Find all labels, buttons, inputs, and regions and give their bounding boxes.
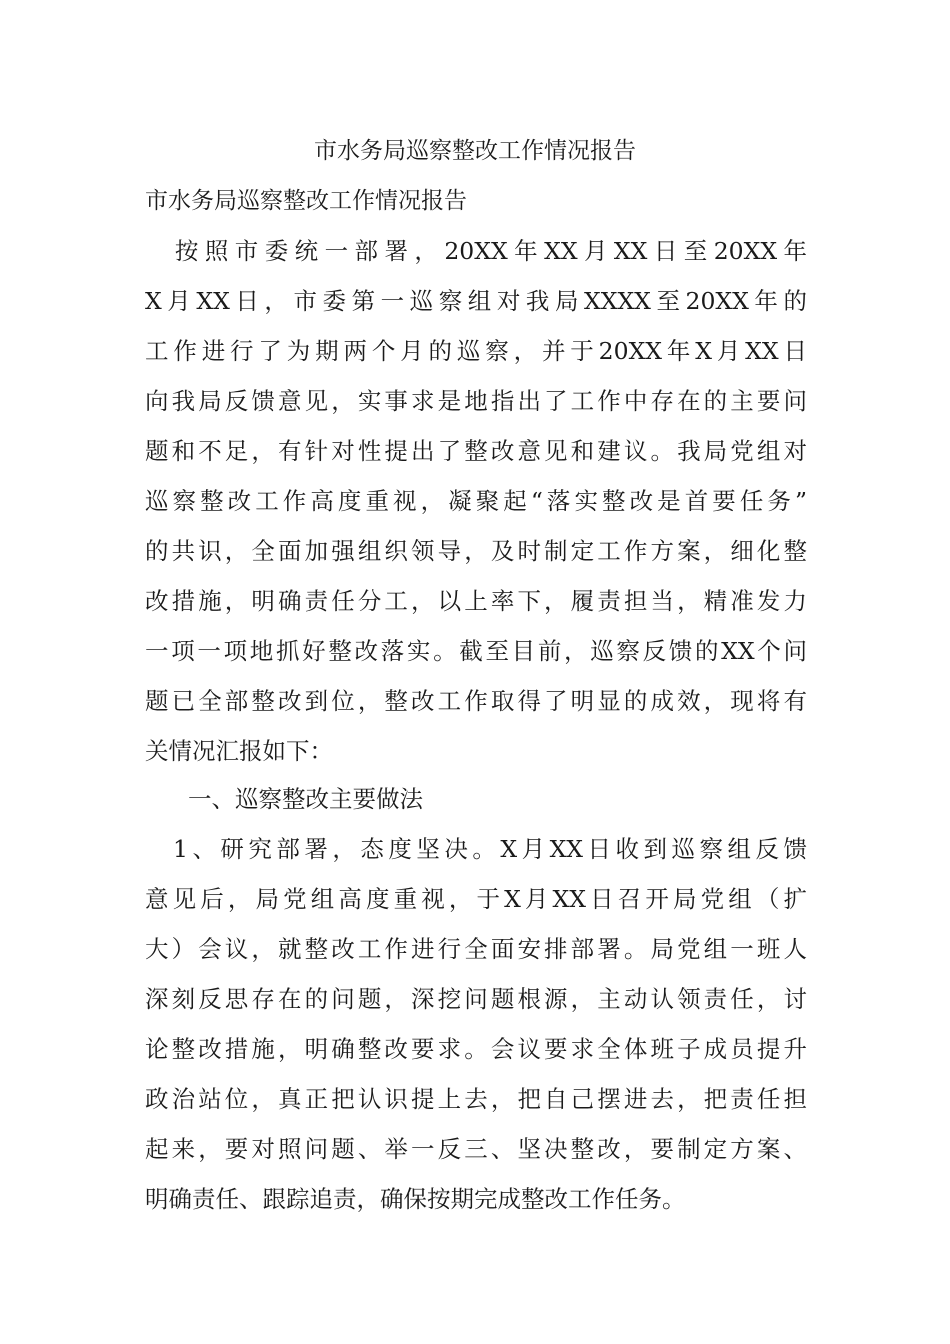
paragraph-line: 题已全部整改到位，整改工作取得了明显的成效，现将有 <box>145 687 807 715</box>
paragraph-line: 1、研究部署，态度坚决。X月XX日收到巡察组反馈 <box>145 835 807 863</box>
paragraph-line: 巡察整改工作高度重视，凝聚起“落实整改是首要任务” <box>145 487 807 515</box>
paragraph-line: 按照市委统一部署，20XX年XX月XX日至20XX年 <box>145 237 807 265</box>
paragraph-line: X月XX日，市委第一巡察组对我局XXXX至20XX年的 <box>145 287 807 315</box>
document-subtitle: 市水务局巡察整改工作情况报告 <box>145 188 467 214</box>
paragraph-line: 的共识，全面加强组织领导，及时制定工作方案，细化整 <box>145 537 807 565</box>
paragraph-line: 一项一项地抓好整改落实。截至目前，巡察反馈的XX个问 <box>145 637 807 665</box>
paragraph-line: 向我局反馈意见，实事求是地指出了工作中存在的主要问 <box>145 387 807 415</box>
paragraph-line: 明确责任、跟踪追责，确保按期完成整改工作任务。 <box>145 1185 686 1213</box>
intro-paragraph <box>145 226 807 776</box>
paragraph-line: 关情况汇报如下： <box>145 737 333 765</box>
paragraph-line: 政治站位，真正把认识提上去，把自己摆进去，把责任担 <box>145 1085 807 1113</box>
paragraph-line: 意见后，局党组高度重视，于X月XX日召开局党组（扩 <box>145 885 807 913</box>
paragraph-line: 深刻反思存在的问题，深挖问题根源，主动认领责任，讨 <box>145 985 807 1013</box>
paragraph-line: 改措施，明确责任分工，以上率下，履责担当，精准发力 <box>145 587 807 615</box>
paragraph-line: 大）会议，就整改工作进行全面安排部署。局党组一班人 <box>145 935 807 963</box>
document-title: 市水务局巡察整改工作情况报告 <box>314 138 636 164</box>
paragraph-line: 题和不足，有针对性提出了整改意见和建议。我局党组对 <box>145 437 807 465</box>
paragraph-line: 起来，要对照问题、举一反三、坚决整改，要制定方案、 <box>145 1135 807 1163</box>
paragraph-line: 论整改措施，明确整改要求。会议要求全体班子成员提升 <box>145 1035 807 1063</box>
section-heading: 一、巡察整改主要做法 <box>188 785 423 813</box>
section-paragraph <box>145 824 807 1224</box>
paragraph-line: 工作进行了为期两个月的巡察，并于20XX年X月XX日 <box>145 337 807 365</box>
